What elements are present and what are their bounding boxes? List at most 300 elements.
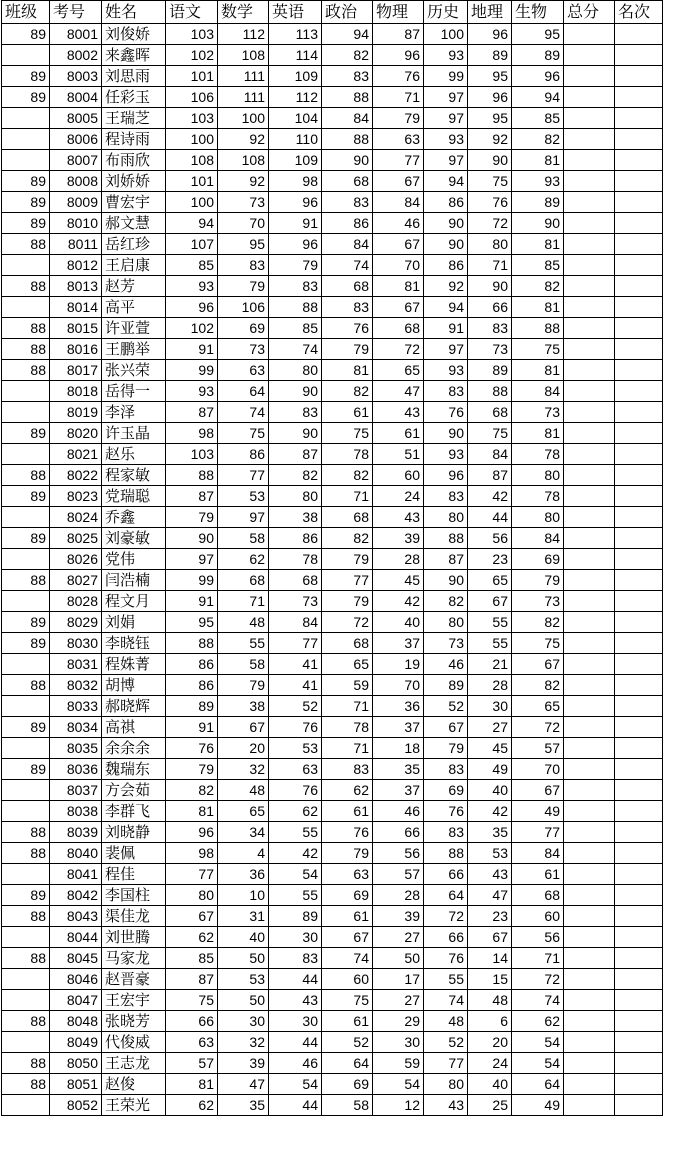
exam-id-cell[interactable]: 8036 [50, 759, 102, 780]
physics-cell[interactable]: 67 [373, 234, 424, 255]
exam-id-cell[interactable]: 8028 [50, 591, 102, 612]
class-cell[interactable] [2, 129, 50, 150]
geography-cell[interactable]: 67 [468, 927, 512, 948]
history-cell[interactable]: 69 [424, 780, 468, 801]
total-cell[interactable] [564, 864, 615, 885]
biology-cell[interactable]: 80 [512, 507, 564, 528]
student-name-cell[interactable]: 郝晓辉 [102, 696, 166, 717]
chinese-cell[interactable]: 67 [166, 906, 218, 927]
english-cell[interactable]: 83 [269, 276, 322, 297]
english-cell[interactable]: 78 [269, 549, 322, 570]
total-cell[interactable] [564, 192, 615, 213]
rank-cell[interactable] [615, 969, 663, 990]
history-cell[interactable]: 66 [424, 927, 468, 948]
rank-cell[interactable] [615, 1074, 663, 1095]
exam-id-cell[interactable]: 8027 [50, 570, 102, 591]
total-cell[interactable] [564, 276, 615, 297]
biology-cell[interactable]: 82 [512, 129, 564, 150]
chinese-header[interactable]: 语文 [166, 1, 218, 24]
math-cell[interactable]: 77 [218, 465, 269, 486]
student-name-cell[interactable]: 程诗雨 [102, 129, 166, 150]
student-name-cell[interactable]: 魏瑞东 [102, 759, 166, 780]
politics-cell[interactable]: 58 [322, 1095, 373, 1116]
chinese-cell[interactable]: 101 [166, 171, 218, 192]
biology-cell[interactable]: 89 [512, 192, 564, 213]
english-cell[interactable]: 83 [269, 948, 322, 969]
history-cell[interactable]: 76 [424, 402, 468, 423]
history-cell[interactable]: 83 [424, 381, 468, 402]
biology-cell[interactable]: 70 [512, 759, 564, 780]
math-cell[interactable]: 86 [218, 444, 269, 465]
total-cell[interactable] [564, 1011, 615, 1032]
biology-cell[interactable]: 94 [512, 87, 564, 108]
physics-cell[interactable]: 68 [373, 318, 424, 339]
physics-cell[interactable]: 29 [373, 1011, 424, 1032]
physics-cell[interactable]: 59 [373, 1053, 424, 1074]
class-cell[interactable]: 88 [2, 234, 50, 255]
rank-cell[interactable] [615, 1095, 663, 1116]
student-name-cell[interactable]: 岳红珍 [102, 234, 166, 255]
total-cell[interactable] [564, 423, 615, 444]
class-cell[interactable] [2, 1032, 50, 1053]
class-cell[interactable]: 88 [2, 570, 50, 591]
student-name-cell[interactable]: 王志龙 [102, 1053, 166, 1074]
chinese-cell[interactable]: 62 [166, 1095, 218, 1116]
math-cell[interactable]: 73 [218, 192, 269, 213]
chinese-cell[interactable]: 93 [166, 381, 218, 402]
history-cell[interactable]: 92 [424, 276, 468, 297]
geography-cell[interactable]: 96 [468, 87, 512, 108]
student-name-cell[interactable]: 郝文慧 [102, 213, 166, 234]
politics-cell[interactable]: 67 [322, 927, 373, 948]
physics-cell[interactable]: 28 [373, 549, 424, 570]
history-cell[interactable]: 88 [424, 528, 468, 549]
math-cell[interactable]: 95 [218, 234, 269, 255]
physics-cell[interactable]: 47 [373, 381, 424, 402]
exam-id-cell[interactable]: 8002 [50, 45, 102, 66]
chinese-cell[interactable]: 96 [166, 297, 218, 318]
biology-cell[interactable]: 65 [512, 696, 564, 717]
exam-id-cell[interactable]: 8001 [50, 24, 102, 45]
class-cell[interactable] [2, 969, 50, 990]
total-cell[interactable] [564, 339, 615, 360]
politics-cell[interactable]: 82 [322, 45, 373, 66]
exam-id-cell[interactable]: 8012 [50, 255, 102, 276]
rank-cell[interactable] [615, 402, 663, 423]
math-cell[interactable]: 30 [218, 1011, 269, 1032]
class-cell[interactable] [2, 108, 50, 129]
politics-cell[interactable]: 83 [322, 66, 373, 87]
exam-id-header[interactable]: 考号 [50, 1, 102, 24]
politics-cell[interactable]: 61 [322, 1011, 373, 1032]
class-cell[interactable] [2, 45, 50, 66]
class-cell[interactable] [2, 255, 50, 276]
class-cell[interactable]: 89 [2, 192, 50, 213]
rank-cell[interactable] [615, 717, 663, 738]
exam-id-cell[interactable]: 8033 [50, 696, 102, 717]
biology-cell[interactable]: 88 [512, 318, 564, 339]
student-name-cell[interactable]: 代俊威 [102, 1032, 166, 1053]
physics-cell[interactable]: 43 [373, 402, 424, 423]
rank-cell[interactable] [615, 843, 663, 864]
class-cell[interactable] [2, 591, 50, 612]
physics-cell[interactable]: 67 [373, 297, 424, 318]
politics-cell[interactable]: 74 [322, 948, 373, 969]
rank-cell[interactable] [615, 633, 663, 654]
history-cell[interactable]: 80 [424, 507, 468, 528]
math-cell[interactable]: 69 [218, 318, 269, 339]
exam-id-cell[interactable]: 8015 [50, 318, 102, 339]
student-name-cell[interactable]: 马家龙 [102, 948, 166, 969]
student-name-cell[interactable]: 曹宏宇 [102, 192, 166, 213]
class-cell[interactable] [2, 381, 50, 402]
chinese-cell[interactable]: 103 [166, 444, 218, 465]
chinese-cell[interactable]: 86 [166, 654, 218, 675]
biology-cell[interactable]: 75 [512, 633, 564, 654]
english-cell[interactable]: 89 [269, 906, 322, 927]
total-cell[interactable] [564, 927, 615, 948]
student-name-cell[interactable]: 王瑞芝 [102, 108, 166, 129]
history-cell[interactable]: 97 [424, 87, 468, 108]
biology-cell[interactable]: 78 [512, 486, 564, 507]
physics-cell[interactable]: 45 [373, 570, 424, 591]
exam-id-cell[interactable]: 8046 [50, 969, 102, 990]
class-cell[interactable]: 89 [2, 486, 50, 507]
class-cell[interactable]: 89 [2, 528, 50, 549]
student-name-cell[interactable]: 党伟 [102, 549, 166, 570]
politics-cell[interactable]: 82 [322, 381, 373, 402]
student-name-cell[interactable]: 程姝菁 [102, 654, 166, 675]
english-cell[interactable]: 30 [269, 1011, 322, 1032]
math-cell[interactable]: 106 [218, 297, 269, 318]
total-cell[interactable] [564, 633, 615, 654]
english-cell[interactable]: 83 [269, 402, 322, 423]
rank-cell[interactable] [615, 276, 663, 297]
student-name-cell[interactable]: 李群飞 [102, 801, 166, 822]
chinese-cell[interactable]: 80 [166, 885, 218, 906]
total-cell[interactable] [564, 990, 615, 1011]
biology-cell[interactable]: 61 [512, 864, 564, 885]
exam-id-cell[interactable]: 8026 [50, 549, 102, 570]
class-cell[interactable]: 88 [2, 675, 50, 696]
geography-cell[interactable]: 42 [468, 486, 512, 507]
english-cell[interactable]: 112 [269, 87, 322, 108]
rank-cell[interactable] [615, 423, 663, 444]
exam-id-cell[interactable]: 8003 [50, 66, 102, 87]
rank-cell[interactable] [615, 654, 663, 675]
exam-id-cell[interactable]: 8048 [50, 1011, 102, 1032]
total-cell[interactable] [564, 738, 615, 759]
politics-cell[interactable]: 68 [322, 276, 373, 297]
english-cell[interactable]: 113 [269, 24, 322, 45]
politics-cell[interactable]: 88 [322, 87, 373, 108]
student-name-cell[interactable]: 方会茹 [102, 780, 166, 801]
biology-cell[interactable]: 68 [512, 885, 564, 906]
student-name-cell[interactable]: 张晓芳 [102, 1011, 166, 1032]
math-cell[interactable]: 20 [218, 738, 269, 759]
history-cell[interactable]: 66 [424, 864, 468, 885]
chinese-cell[interactable]: 97 [166, 549, 218, 570]
biology-cell[interactable]: 62 [512, 1011, 564, 1032]
math-cell[interactable]: 38 [218, 696, 269, 717]
english-cell[interactable]: 88 [269, 297, 322, 318]
rank-cell[interactable] [615, 822, 663, 843]
math-cell[interactable]: 62 [218, 549, 269, 570]
biology-cell[interactable]: 67 [512, 654, 564, 675]
geography-cell[interactable]: 44 [468, 507, 512, 528]
english-cell[interactable]: 96 [269, 234, 322, 255]
physics-cell[interactable]: 39 [373, 528, 424, 549]
total-cell[interactable] [564, 213, 615, 234]
history-cell[interactable]: 100 [424, 24, 468, 45]
chinese-cell[interactable]: 90 [166, 528, 218, 549]
chinese-cell[interactable]: 91 [166, 591, 218, 612]
english-cell[interactable]: 82 [269, 465, 322, 486]
history-cell[interactable]: 97 [424, 339, 468, 360]
student-name-cell[interactable]: 胡博 [102, 675, 166, 696]
exam-id-cell[interactable]: 8041 [50, 864, 102, 885]
total-cell[interactable] [564, 801, 615, 822]
total-cell[interactable] [564, 885, 615, 906]
english-cell[interactable]: 55 [269, 822, 322, 843]
math-cell[interactable]: 48 [218, 780, 269, 801]
rank-cell[interactable] [615, 990, 663, 1011]
class-cell[interactable]: 89 [2, 87, 50, 108]
physics-cell[interactable]: 37 [373, 780, 424, 801]
exam-id-cell[interactable]: 8052 [50, 1095, 102, 1116]
student-name-cell[interactable]: 程佳 [102, 864, 166, 885]
biology-cell[interactable]: 56 [512, 927, 564, 948]
total-cell[interactable] [564, 759, 615, 780]
politics-cell[interactable]: 52 [322, 1032, 373, 1053]
exam-id-cell[interactable]: 8020 [50, 423, 102, 444]
english-cell[interactable]: 77 [269, 633, 322, 654]
chinese-cell[interactable]: 103 [166, 24, 218, 45]
biology-cell[interactable]: 85 [512, 108, 564, 129]
geography-cell[interactable]: 89 [468, 360, 512, 381]
total-cell[interactable] [564, 843, 615, 864]
english-cell[interactable]: 68 [269, 570, 322, 591]
geography-cell[interactable]: 43 [468, 864, 512, 885]
math-cell[interactable]: 50 [218, 990, 269, 1011]
biology-cell[interactable]: 49 [512, 1095, 564, 1116]
geography-cell[interactable]: 84 [468, 444, 512, 465]
politics-cell[interactable]: 59 [322, 675, 373, 696]
biology-cell[interactable]: 80 [512, 465, 564, 486]
math-cell[interactable]: 100 [218, 108, 269, 129]
politics-cell[interactable]: 71 [322, 486, 373, 507]
geography-cell[interactable]: 35 [468, 822, 512, 843]
exam-id-cell[interactable]: 8013 [50, 276, 102, 297]
politics-cell[interactable]: 63 [322, 864, 373, 885]
chinese-cell[interactable]: 76 [166, 738, 218, 759]
history-cell[interactable]: 52 [424, 696, 468, 717]
english-cell[interactable]: 63 [269, 759, 322, 780]
rank-cell[interactable] [615, 297, 663, 318]
math-cell[interactable]: 53 [218, 486, 269, 507]
class-cell[interactable] [2, 402, 50, 423]
biology-cell[interactable]: 78 [512, 444, 564, 465]
chinese-cell[interactable]: 85 [166, 255, 218, 276]
math-cell[interactable]: 75 [218, 423, 269, 444]
english-cell[interactable]: 53 [269, 738, 322, 759]
rank-cell[interactable] [615, 486, 663, 507]
rank-cell[interactable] [615, 45, 663, 66]
rank-cell[interactable] [615, 906, 663, 927]
politics-cell[interactable]: 83 [322, 297, 373, 318]
politics-cell[interactable]: 60 [322, 969, 373, 990]
total-cell[interactable] [564, 654, 615, 675]
class-cell[interactable] [2, 507, 50, 528]
english-cell[interactable]: 43 [269, 990, 322, 1011]
rank-cell[interactable] [615, 885, 663, 906]
class-cell[interactable] [2, 297, 50, 318]
student-name-cell[interactable]: 刘晓静 [102, 822, 166, 843]
geography-cell[interactable]: 75 [468, 171, 512, 192]
student-name-cell[interactable]: 刘娟 [102, 612, 166, 633]
rank-cell[interactable] [615, 591, 663, 612]
class-cell[interactable]: 88 [2, 843, 50, 864]
biology-cell[interactable]: 96 [512, 66, 564, 87]
chinese-cell[interactable]: 63 [166, 1032, 218, 1053]
math-cell[interactable]: 65 [218, 801, 269, 822]
physics-cell[interactable]: 36 [373, 696, 424, 717]
rank-cell[interactable] [615, 150, 663, 171]
geography-cell[interactable]: 56 [468, 528, 512, 549]
politics-cell[interactable]: 79 [322, 339, 373, 360]
biology-cell[interactable]: 57 [512, 738, 564, 759]
politics-cell[interactable]: 84 [322, 234, 373, 255]
chinese-cell[interactable]: 107 [166, 234, 218, 255]
math-cell[interactable]: 97 [218, 507, 269, 528]
geography-cell[interactable]: 73 [468, 339, 512, 360]
total-header[interactable]: 总分 [564, 1, 615, 24]
geography-cell[interactable]: 76 [468, 192, 512, 213]
math-cell[interactable]: 48 [218, 612, 269, 633]
math-cell[interactable]: 53 [218, 969, 269, 990]
politics-cell[interactable]: 69 [322, 1074, 373, 1095]
physics-cell[interactable]: 57 [373, 864, 424, 885]
student-name-cell[interactable]: 程家敏 [102, 465, 166, 486]
biology-cell[interactable]: 81 [512, 297, 564, 318]
geography-cell[interactable]: 23 [468, 906, 512, 927]
physics-cell[interactable]: 30 [373, 1032, 424, 1053]
history-cell[interactable]: 97 [424, 108, 468, 129]
english-cell[interactable]: 96 [269, 192, 322, 213]
geography-cell[interactable]: 95 [468, 66, 512, 87]
biology-cell[interactable]: 60 [512, 906, 564, 927]
total-cell[interactable] [564, 549, 615, 570]
politics-cell[interactable]: 84 [322, 108, 373, 129]
exam-id-cell[interactable]: 8019 [50, 402, 102, 423]
total-cell[interactable] [564, 486, 615, 507]
exam-id-cell[interactable]: 8021 [50, 444, 102, 465]
biology-cell[interactable]: 84 [512, 381, 564, 402]
total-cell[interactable] [564, 612, 615, 633]
exam-id-cell[interactable]: 8047 [50, 990, 102, 1011]
exam-id-cell[interactable]: 8010 [50, 213, 102, 234]
math-cell[interactable]: 70 [218, 213, 269, 234]
exam-id-cell[interactable]: 8051 [50, 1074, 102, 1095]
student-name-cell[interactable]: 渠佳龙 [102, 906, 166, 927]
history-cell[interactable]: 93 [424, 444, 468, 465]
student-name-cell[interactable]: 赵晋豪 [102, 969, 166, 990]
politics-cell[interactable]: 72 [322, 612, 373, 633]
total-cell[interactable] [564, 1053, 615, 1074]
class-cell[interactable]: 89 [2, 717, 50, 738]
exam-id-cell[interactable]: 8045 [50, 948, 102, 969]
chinese-cell[interactable]: 93 [166, 276, 218, 297]
math-cell[interactable]: 39 [218, 1053, 269, 1074]
rank-cell[interactable] [615, 696, 663, 717]
class-cell[interactable]: 89 [2, 423, 50, 444]
rank-cell[interactable] [615, 318, 663, 339]
biology-cell[interactable]: 73 [512, 591, 564, 612]
total-cell[interactable] [564, 318, 615, 339]
rank-cell[interactable] [615, 801, 663, 822]
history-cell[interactable]: 80 [424, 1074, 468, 1095]
english-cell[interactable]: 41 [269, 654, 322, 675]
geography-cell[interactable]: 83 [468, 318, 512, 339]
english-cell[interactable]: 54 [269, 1074, 322, 1095]
class-cell[interactable]: 88 [2, 1011, 50, 1032]
physics-cell[interactable]: 65 [373, 360, 424, 381]
class-cell[interactable]: 88 [2, 276, 50, 297]
class-cell[interactable]: 89 [2, 171, 50, 192]
math-cell[interactable]: 79 [218, 675, 269, 696]
total-cell[interactable] [564, 129, 615, 150]
exam-id-cell[interactable]: 8032 [50, 675, 102, 696]
english-cell[interactable]: 85 [269, 318, 322, 339]
rank-cell[interactable] [615, 66, 663, 87]
chinese-cell[interactable]: 100 [166, 129, 218, 150]
class-cell[interactable]: 88 [2, 339, 50, 360]
biology-cell[interactable]: 93 [512, 171, 564, 192]
class-cell[interactable] [2, 738, 50, 759]
biology-cell[interactable]: 89 [512, 45, 564, 66]
class-cell[interactable]: 89 [2, 612, 50, 633]
geography-cell[interactable]: 40 [468, 1074, 512, 1095]
geography-cell[interactable]: 53 [468, 843, 512, 864]
chinese-cell[interactable]: 81 [166, 801, 218, 822]
physics-cell[interactable]: 42 [373, 591, 424, 612]
english-cell[interactable]: 84 [269, 612, 322, 633]
chinese-cell[interactable]: 95 [166, 612, 218, 633]
history-cell[interactable]: 90 [424, 570, 468, 591]
class-cell[interactable]: 88 [2, 360, 50, 381]
geography-cell[interactable]: 90 [468, 150, 512, 171]
total-cell[interactable] [564, 1095, 615, 1116]
total-cell[interactable] [564, 570, 615, 591]
chinese-cell[interactable]: 82 [166, 780, 218, 801]
class-cell[interactable]: 88 [2, 822, 50, 843]
exam-id-cell[interactable]: 8035 [50, 738, 102, 759]
geography-cell[interactable]: 96 [468, 24, 512, 45]
geography-cell[interactable]: 27 [468, 717, 512, 738]
physics-cell[interactable]: 18 [373, 738, 424, 759]
physics-cell[interactable]: 71 [373, 87, 424, 108]
chinese-cell[interactable]: 91 [166, 717, 218, 738]
history-cell[interactable]: 80 [424, 612, 468, 633]
student-name-cell[interactable]: 刘世腾 [102, 927, 166, 948]
english-cell[interactable]: 44 [269, 1032, 322, 1053]
class-cell[interactable]: 88 [2, 906, 50, 927]
exam-id-cell[interactable]: 8037 [50, 780, 102, 801]
history-cell[interactable]: 77 [424, 1053, 468, 1074]
history-cell[interactable]: 83 [424, 759, 468, 780]
english-cell[interactable]: 74 [269, 339, 322, 360]
politics-cell[interactable]: 71 [322, 738, 373, 759]
